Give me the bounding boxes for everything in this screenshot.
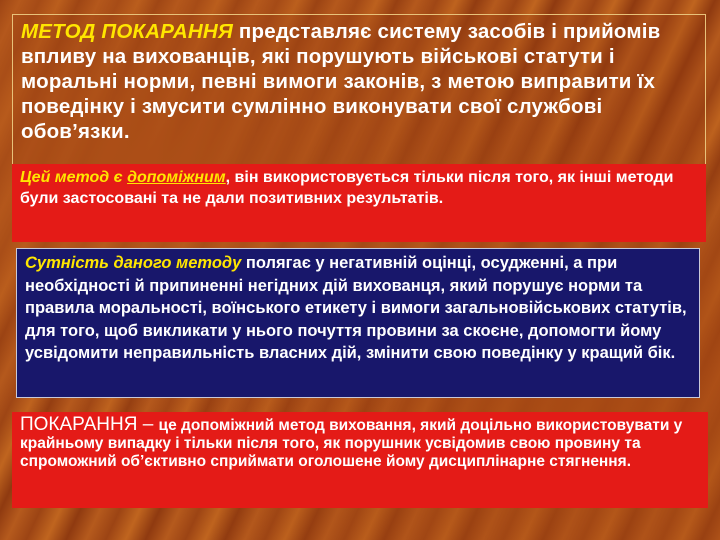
auxiliary-note-text: , він використовується тільки після того, як інші методи були застосовані та не дали позитивних результатів. [20, 169, 674, 207]
definition-text: представляє систему засобів і прийомів впливу на вихованців, які порушують військові статути і моральні норми, певні вимоги законів, з метою виправити їх поведінку і змусити сумлінно виконувати свої службові обов’язки. [21, 20, 661, 143]
punishment-definition-block [12, 412, 708, 508]
punishment-lead: ПОКАРАННЯ [20, 414, 138, 435]
essence-block [16, 248, 700, 398]
definition-lead: МЕТОД ПОКАРАННЯ [21, 20, 234, 43]
essence-text: полягає у негативній оцінці, осудженні, а при необхідності й припиненні негідних дій вихованця, який порушує норми та правила моральності, воїнського етикету і вимоги загальновійськових статутів, для того, щоб викликати у нього почуття провини за скоєне, допомогти йому усвідомити неправильність власних дій, змінити свою поведінку у кращий бік. [25, 254, 687, 362]
definition-paragraph [21, 19, 697, 144]
punishment-text: це допоміжний метод виховання, який доцільно використовувати у крайньому випадку і тільки після того, як порушник усвідомив свою провину та спроможний об’єктивно сприймати оголошене йому дисциплінарне стягнення. [20, 417, 683, 470]
auxiliary-note-block [12, 164, 706, 242]
auxiliary-note-lead: Цей метод є [20, 169, 128, 186]
punishment-paragraph [20, 416, 700, 471]
auxiliary-note-underlined: допоміжним [127, 169, 226, 186]
auxiliary-note-paragraph [20, 167, 698, 209]
essence-lead: Сутність даного методу [25, 254, 242, 272]
punishment-dash: – [137, 414, 159, 435]
essence-paragraph [25, 252, 691, 365]
definition-block [12, 14, 706, 166]
